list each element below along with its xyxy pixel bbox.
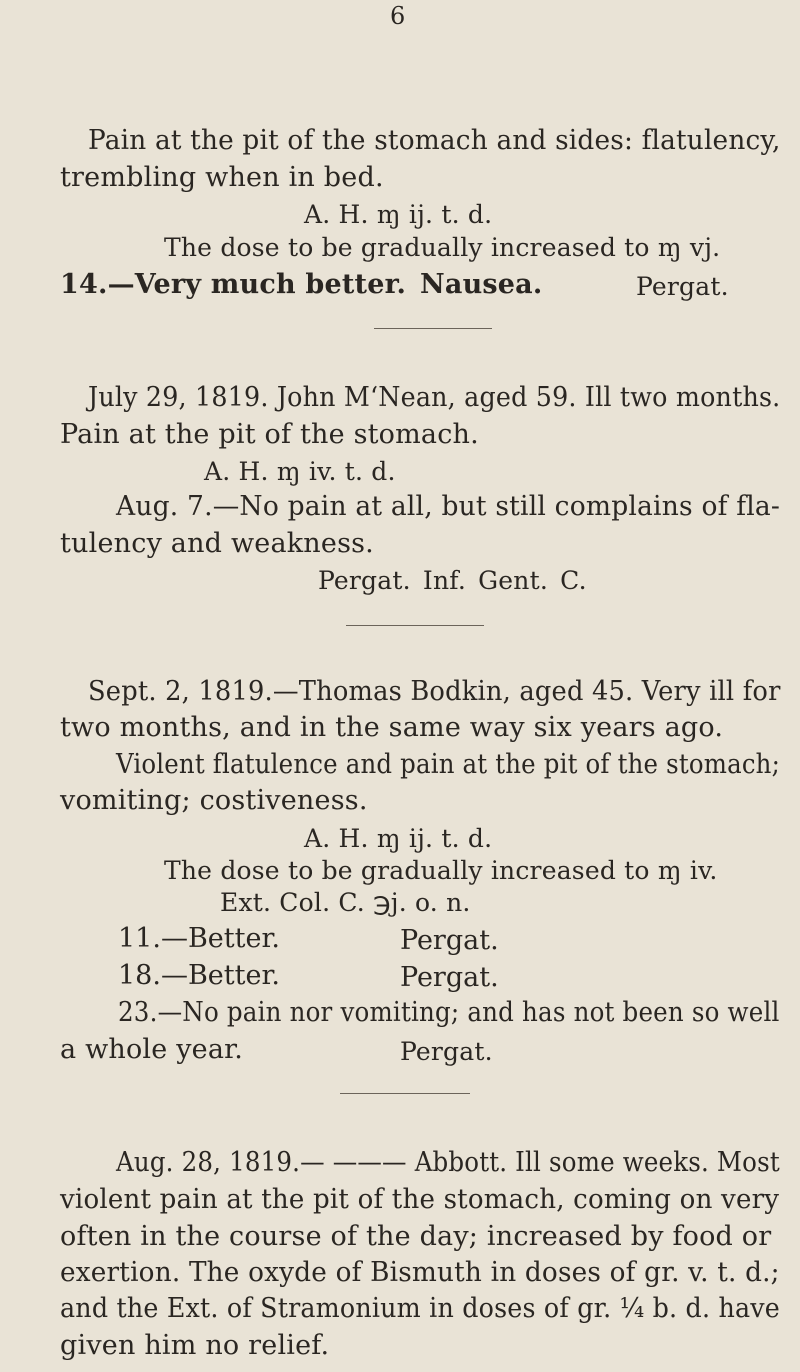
entry4-line5: and the Ext. of Stramonium in doses of gr. ¼ b. d. have xyxy=(60,1293,780,1324)
entry4-line6: given him no relief. xyxy=(60,1330,330,1361)
entry3-prescription: A. H. ɱ ij. t. d. xyxy=(304,824,493,853)
entry4-line4: exertion. The oxyde of Bismuth in doses of gr. v. t. d.; xyxy=(60,1257,780,1288)
entry3-line6: a whole year. xyxy=(60,1034,244,1065)
entry1-followup-date: 14.—Very much better. xyxy=(60,269,407,300)
entry1-prescription: A. H. ɱ ij. t. d. xyxy=(304,200,493,229)
entry3-extract-note: Ext. Col. C. ℈j. o. n. xyxy=(220,888,471,917)
entry2-line2: Pain at the pit of the stomach. xyxy=(60,419,479,450)
entry3-line4: vomiting; costiveness. xyxy=(60,785,368,816)
section-divider xyxy=(340,1093,470,1094)
entry3-line5: 23.—No pain nor vomiting; and has not been so well xyxy=(118,997,780,1028)
entry1-line2: trembling when in bed. xyxy=(60,162,384,193)
entry2-line1: July 29, 1819. John M‘Nean, aged 59. Ill two months. xyxy=(88,382,781,413)
entry1-followup-symptom: Nausea. xyxy=(420,269,543,300)
entry3-followup-date: 11.—Better. xyxy=(118,923,280,954)
section-divider xyxy=(374,328,492,329)
entry3-dose-note: The dose to be gradually increased to ɱ iv. xyxy=(164,856,718,885)
entry3-final-rx: Pergat. xyxy=(400,1037,493,1066)
entry2-line3: Aug. 7.—No pain at all, but still complains of fla- xyxy=(116,491,781,522)
entry2-prescription: A. H. ɱ iv. t. d. xyxy=(204,457,396,486)
entry3-line2: two months, and in the same way six years ago. xyxy=(60,712,724,743)
entry4-line1: Aug. 28, 1819.— ——— Abbott. Ill some weeks. Most xyxy=(116,1147,780,1178)
entry3-followup-rx: Pergat. xyxy=(400,925,499,956)
entry1-dose-note: The dose to be gradually increased to ɱ vj. xyxy=(164,233,721,262)
entry1-followup-rx: Pergat. xyxy=(636,272,729,301)
entry1-line1: Pain at the pit of the stomach and sides: flatulency, xyxy=(88,125,781,156)
entry3-followup-date: 18.—Better. xyxy=(118,960,280,991)
entry2-line4: tulency and weakness. xyxy=(60,528,374,559)
entry3-line1: Sept. 2, 1819.—Thomas Bodkin, aged 45. Very ill for xyxy=(88,676,781,707)
entry3-line3: Violent flatulence and pain at the pit of the stomach; xyxy=(116,749,781,780)
entry4-line3: often in the course of the day; increased by food or xyxy=(60,1221,772,1252)
entry4-line2: violent pain at the pit of the stomach, coming on very xyxy=(60,1184,780,1215)
page-number: 6 xyxy=(390,2,406,30)
section-divider xyxy=(346,625,484,626)
entry2-rx-line: Pergat. Inf. Gent. C. xyxy=(318,566,587,595)
entry3-followup-rx: Pergat. xyxy=(400,962,499,993)
